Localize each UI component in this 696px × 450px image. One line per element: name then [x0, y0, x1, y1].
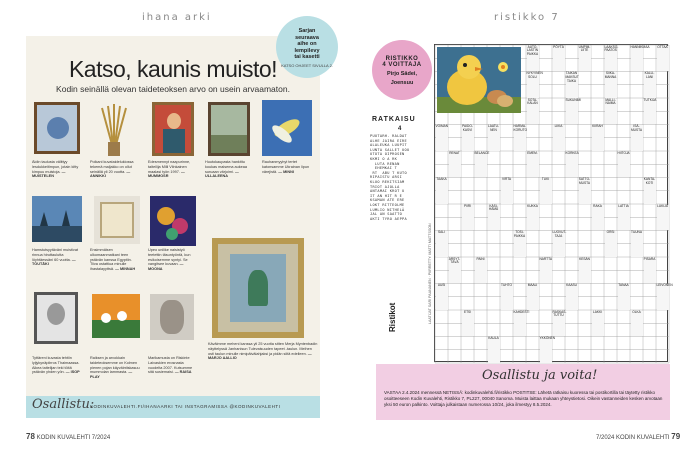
solution-row: LOKT RITTEOLME	[370, 202, 405, 207]
clue-cell: SALI	[436, 231, 448, 257]
caption: Poikani kuvataidelukiossa tekemä maljakko on ollut seinällä yli 20 vuotta. — ANNIKKI	[90, 160, 134, 179]
intro-text: Kodin seinällä olevan taideteoksen arvo on usein arvaamaton.	[56, 84, 290, 94]
winners-line: 4 VOITTAJA	[382, 62, 422, 68]
clue-cell: AUTO-LASTIN PAIKKA	[527, 46, 539, 72]
solution-row: LUMLIO NITHELÄ	[370, 207, 405, 212]
clue-cell: KESÄN	[579, 258, 591, 284]
badge-line: Sarjan	[298, 28, 316, 34]
clue-cell: UUSI	[436, 284, 448, 310]
caption: Ensimmäisen ulkomaanmatkani teen ystävän kanssa Egyptiin. Tiiva ostattiua minulle ihastalayyttsä. — MINNAH	[90, 248, 136, 272]
solution-row: EHEMKAI T	[370, 166, 398, 171]
clue-cell: TAAKA	[436, 178, 448, 204]
winter-landscape-image	[32, 196, 82, 242]
clue-cell: LATTIA	[618, 205, 630, 231]
clue-cell: KUKKA	[527, 205, 539, 231]
clue-cell: NYKYINEN SOLU	[527, 72, 539, 98]
solution-row: JAL AN SAATTO	[370, 212, 403, 217]
clue-cell: OTTAA	[657, 46, 669, 72]
solution-row: KKMI O A RK	[370, 156, 398, 161]
solution-row: LUNTA SALLET UOU	[370, 147, 410, 152]
clue-cell: OLKA	[631, 311, 643, 337]
badge-line: tai kasetti	[294, 54, 320, 60]
footer-link[interactable]: KODINKUVALEHTI.FI/IHANAARKI TAI INSTAGRAMISSA @KODINKUVALEHTI	[90, 404, 281, 409]
colorful-painting-image	[150, 196, 196, 246]
clue-cell: ISÄ-MUSTA	[631, 125, 643, 151]
golden-frame-painting-image	[212, 238, 304, 338]
winner-name: Pirjo Sädei,	[387, 71, 417, 77]
clue-cell: RENAT	[449, 152, 461, 178]
clue-cell: SUKUNIMI	[566, 99, 578, 125]
solution-row: RIPAISTU ARSI	[370, 175, 403, 180]
participate-script: Osallistu ja voita!	[482, 368, 598, 383]
solution-row: LUTA RENAN	[370, 161, 400, 166]
clue-cell: KIIRAH	[592, 125, 604, 151]
portrait-painting-image	[152, 102, 194, 156]
clue-cell: LEIVONEN	[657, 284, 669, 310]
clue-cell: RAKA	[592, 205, 604, 231]
solution-grid	[370, 134, 428, 221]
caption: Käväimme meheni kanssa yli 25 vuotta sitten Merja Myntenbadin näyttelyssä Janhanisun Tulevaisuuden tapeet -taulun. Meihen osti taulun minulle nimipäivälahjaksi ja pidän siitä edelleen. — MARJO AALLIO	[208, 342, 318, 361]
clue-cell: TUKI	[540, 178, 552, 204]
clue-cell: BELANCE	[475, 152, 487, 178]
clue-cell: SOTA-KALAN	[527, 99, 539, 125]
clue-cell: SATTO-MUSTA	[579, 178, 591, 204]
clue-cell: TAIKAN MAKSUT TAIKA	[566, 72, 578, 98]
caption: Raiksen ja arvokkain taideteoksemme on Kolmen pienen pojan käyväintiskasuu mummolan lammasta. — PLAY	[90, 356, 140, 380]
clue-cell: ÄRSYT-TÄVÄ	[449, 258, 461, 284]
clue-cell: ORSI	[605, 231, 617, 257]
participate-panel	[376, 364, 670, 420]
clue-cell: RASKAS-TUTTU	[553, 311, 565, 337]
ukraine-flowers-image	[262, 100, 312, 156]
solution-title: RATKAISU	[372, 116, 416, 123]
caption: Rauhanmyyhyt tertet katonsamme Ukrainan lipun värejistä. — MINNI	[262, 160, 310, 174]
clue-cell: TUUNA	[631, 231, 643, 257]
clue-cell: UMPIM-LIITE	[579, 46, 591, 72]
solution-row: KSAMAN ATE ERE	[370, 198, 405, 203]
caption: Upeo unilike naisistyö teetettin täsuntyöntä, kun esikoisemme syntyi. Se vangitsee kuvaan. — MOONA	[148, 248, 191, 272]
caption: Tyttäreni kuvasta tehtiin lyijykynäpiirros Thaimaassa. Aikea taitelijan teki töitä ystävän yhden yön. — ISOP	[32, 356, 80, 375]
winners-badge	[372, 40, 432, 100]
clue-cell: KORKEA	[566, 152, 578, 178]
easter-chick-image	[437, 47, 521, 113]
clue-cell: LIIKA	[553, 125, 565, 151]
pencil-portrait-image	[34, 292, 78, 344]
clue-cell: PIIRI	[462, 205, 474, 231]
egypt-papyrus-image	[94, 196, 140, 244]
solution-row: ALALEUKA LUUPIT	[370, 143, 407, 148]
participate-text: VASTAA 2.4.2024 mennessä NETISSÄ: kodinkuvalehti.fi/ristikko POSTITSE: Lähetä ratkaisu kuoressa tai postikortilla tai täytetty ristikko osoitteeseen Kodin Kuvalehti, Ristikko 7, PL227, 00040 Sanoma. Muista laittaa mukaan yhteystietosi. Oikein vastanneiden kesken arvotaan yksi 50 euron palkinto. Voittaja julkaistaan numerossa 10/24, joka ilmestyy 8.5.2024.	[384, 390, 663, 407]
solution-row: ANTAMAI KROT U	[370, 189, 405, 194]
clue-cell: NARTTA	[540, 258, 552, 284]
clue-cell: KAHDESTI	[514, 311, 526, 337]
solution-row: KLUO REKITSIAM	[370, 179, 405, 184]
clue-cell: TANAA	[618, 284, 630, 310]
clue-cell: TOSI-PAIKKA	[514, 231, 526, 257]
clue-cell: LAKKI	[592, 311, 604, 337]
ristikot-logo: Ristikot	[388, 302, 397, 332]
clue-cell: VIRTA	[501, 178, 513, 204]
sculpture-image	[150, 294, 194, 340]
clue-cell: KAASU	[566, 284, 578, 310]
clue-cell: LUOVUT-TAJA	[553, 231, 565, 257]
winner-city: Joensuu	[390, 80, 414, 86]
clue-cell: PÖYTÄ	[553, 46, 565, 72]
solution-row: AKTI TYRO AEPPA	[370, 216, 407, 221]
solution-row: TRIOT AJOLLA	[370, 184, 400, 189]
clue-cell: PISARA	[644, 258, 656, 284]
clue-cell: VOIMAN	[436, 125, 448, 151]
caption: Äidin taulusta välittyy lesdukkeitimpun, jotain kitty kimpuu muistoja. — MUISTELEN	[32, 160, 79, 179]
footer-script: Osallistu:	[32, 397, 95, 412]
clue-cell: KAULA	[488, 337, 500, 363]
clue-cell: TUHTO	[501, 284, 513, 310]
caption: Huutokaupasta hankittu koukas maisema aukeaa suruaan värjoimi. — ULLALEENA	[205, 160, 247, 179]
landscape-painting-image	[208, 102, 250, 156]
clue-cell: MAALI	[527, 284, 539, 310]
clue-cell: YKKÖNEN	[540, 337, 552, 363]
clue-cell: KANTA-KOTI	[644, 178, 656, 204]
children-painting-image	[92, 294, 140, 338]
clue-cell: LAATU-NEN	[488, 125, 500, 151]
clue-cell: ETSI	[462, 311, 474, 337]
clue-cell: MALLI-NAIMA	[605, 99, 617, 125]
clue-cell: TUTKIJA	[644, 99, 656, 125]
clue-cell: HIITOJA	[618, 152, 630, 178]
badge-line: lempilevy	[294, 47, 320, 54]
clue-cell: LAAKSO-PAATOS	[605, 46, 617, 72]
badge-line: seuraava	[295, 34, 319, 41]
clue-cell: HANNIKMAA	[631, 46, 643, 72]
badge-sub: KATSO OHJEET SIVULLA 2.	[281, 62, 333, 68]
clue-cell: PAINI	[475, 258, 487, 284]
caption: Marikamusta on Riskinte Laivaskien erosnasta vuodelta 2007. Kutsumme sitä susiemaisi. — RAISA	[148, 356, 193, 375]
puzzle-credit: LAATIJAT SARI PAANANEN · PIIRRETTY: MATTI MATTSSON	[428, 223, 432, 324]
page-title: Katso, kaunis muisto!	[68, 56, 278, 82]
winners-line: RISTIKKO	[385, 56, 419, 62]
clue-cell: KÄSI-HÄMÄ	[488, 205, 500, 231]
framed-painting-image	[34, 102, 80, 154]
clue-cell: LUKIJA	[657, 205, 669, 231]
clue-cell: SIIKA-MANNA	[605, 72, 617, 98]
right-runner: ristikko 7	[494, 12, 560, 23]
left-folio: 78 KODIN KUVALEHTI 7/2024	[26, 432, 111, 441]
caption: Edesmennyt naapurinne, taiteilija Milli Vilnkainen maalasi työn 1997. — MUMMOSR	[148, 160, 191, 179]
clue-cell: HARMA-KORUTO	[514, 125, 526, 151]
solution-row: IT AN HIT R E	[370, 193, 403, 198]
solution-row: ALHE JAIRA EIRE	[370, 138, 407, 143]
right-folio: 7/2024 KODIN KUVALEHTI 79	[596, 432, 681, 441]
left-runner: ihana arki	[142, 12, 212, 23]
participate-footer	[26, 396, 320, 418]
solution-number: 4	[398, 126, 402, 132]
solution-row: RT ABU T KUTO	[370, 170, 407, 175]
caption: Hamstutsyytäväni muistivat rinnua hiruttaulutta löyhtäessäni 60 vuotta. — TOUTÄKI	[32, 248, 78, 267]
badge-line: aihe on	[297, 41, 317, 47]
clue-cell: PAIDO-KASVI	[462, 125, 474, 151]
clue-cell: KALLI-LANI	[644, 72, 656, 98]
clue-cell: EMEM.	[527, 152, 539, 178]
wheat-vase-image	[94, 102, 134, 156]
solution-row: UTOTA OIPROSEN	[370, 152, 405, 157]
solution-row: PUUTARH. RALDAT	[370, 134, 407, 138]
